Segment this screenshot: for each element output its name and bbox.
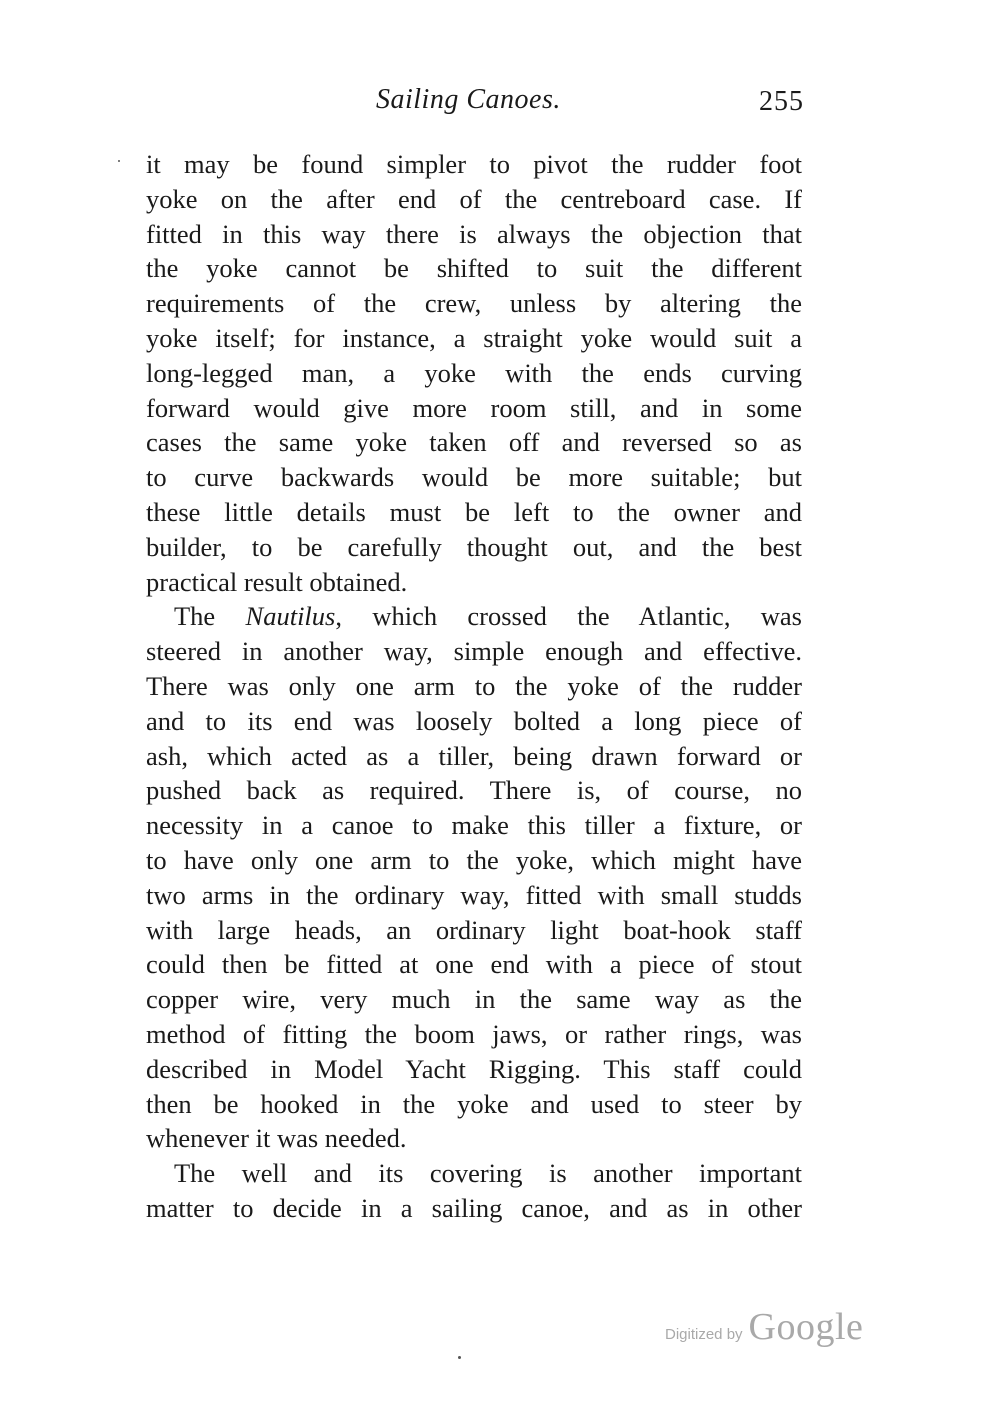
text-line: requirements of the crew, unless by altering the	[146, 288, 802, 319]
paragraph	[146, 147, 802, 599]
stray-ink-mark	[118, 160, 120, 162]
text-line: to curve backwards would be more suitable; but	[146, 462, 802, 493]
text-line: to have only one arm to the yoke, which might have	[146, 844, 802, 875]
text-line: with large heads, an ordinary light boat-hook staff	[146, 914, 802, 945]
page-number: 255	[759, 86, 804, 117]
stray-ink-mark	[458, 1356, 461, 1359]
text-line: practical result obtained.	[146, 566, 408, 597]
text-line-with-ship-name: The Nautilus, which crossed the Atlantic, was	[174, 601, 802, 632]
text-line: could then be fitted at one end with a piece of stout	[146, 949, 802, 980]
text-line: the yoke cannot be shifted to suit the different	[146, 253, 802, 284]
watermark-prefix: Digitized by	[665, 1326, 743, 1343]
page-header	[146, 84, 802, 124]
text-line: yoke itself; for instance, a straight yoke would suit a	[146, 322, 802, 353]
text-line: these little details must be left to the owner and	[146, 496, 802, 527]
text-line: long-legged man, a yoke with the ends curving	[146, 357, 802, 388]
text-line: method of fitting the boom jaws, or rather rings, was	[146, 1018, 802, 1049]
text-line: steered in another way, simple enough and effective.	[146, 636, 802, 667]
text-line: described in Model Yacht Rigging. This staff could	[146, 1053, 802, 1084]
paragraph	[146, 1156, 802, 1226]
text-line: and to its end was loosely bolted a long piece of	[146, 705, 802, 736]
watermark-brand-logo: Google	[748, 1306, 864, 1348]
text-line: forward would give more room still, and in some	[146, 392, 802, 423]
paragraph	[146, 599, 802, 1156]
text-line: The well and its covering is another important	[174, 1158, 802, 1189]
digitized-watermark	[665, 1305, 863, 1349]
text-line: then be hooked in the yoke and used to steer by	[146, 1088, 802, 1119]
running-title: Sailing Canoes.	[376, 84, 561, 115]
text-line: fitted in this way there is always the objection that	[146, 218, 802, 249]
text-line: builder, to be carefully thought out, and the best	[146, 531, 802, 562]
text-line: whenever it was needed.	[146, 1123, 407, 1154]
text-line: yoke on the after end of the centreboard case. If	[146, 183, 802, 214]
text-line: pushed back as required. There is, of course, no	[146, 775, 802, 806]
text-line: cases the same yoke taken off and reversed so as	[146, 427, 802, 458]
body-text	[146, 147, 802, 1226]
text-line: it may be found simpler to pivot the rudder foot	[146, 149, 802, 179]
text-line: ash, which acted as a tiller, being drawn forward or	[146, 740, 802, 771]
text-line: necessity in a canoe to make this tiller a fixture, or	[146, 810, 802, 841]
text-line: There was only one arm to the yoke of the rudder	[146, 670, 802, 701]
text-line: copper wire, very much in the same way as the	[146, 984, 802, 1015]
text-line: two arms in the ordinary way, fitted with small studds	[146, 879, 802, 910]
text-line: matter to decide in a sailing canoe, and as in other	[146, 1192, 802, 1223]
ship-name: Nautilus	[245, 601, 336, 632]
